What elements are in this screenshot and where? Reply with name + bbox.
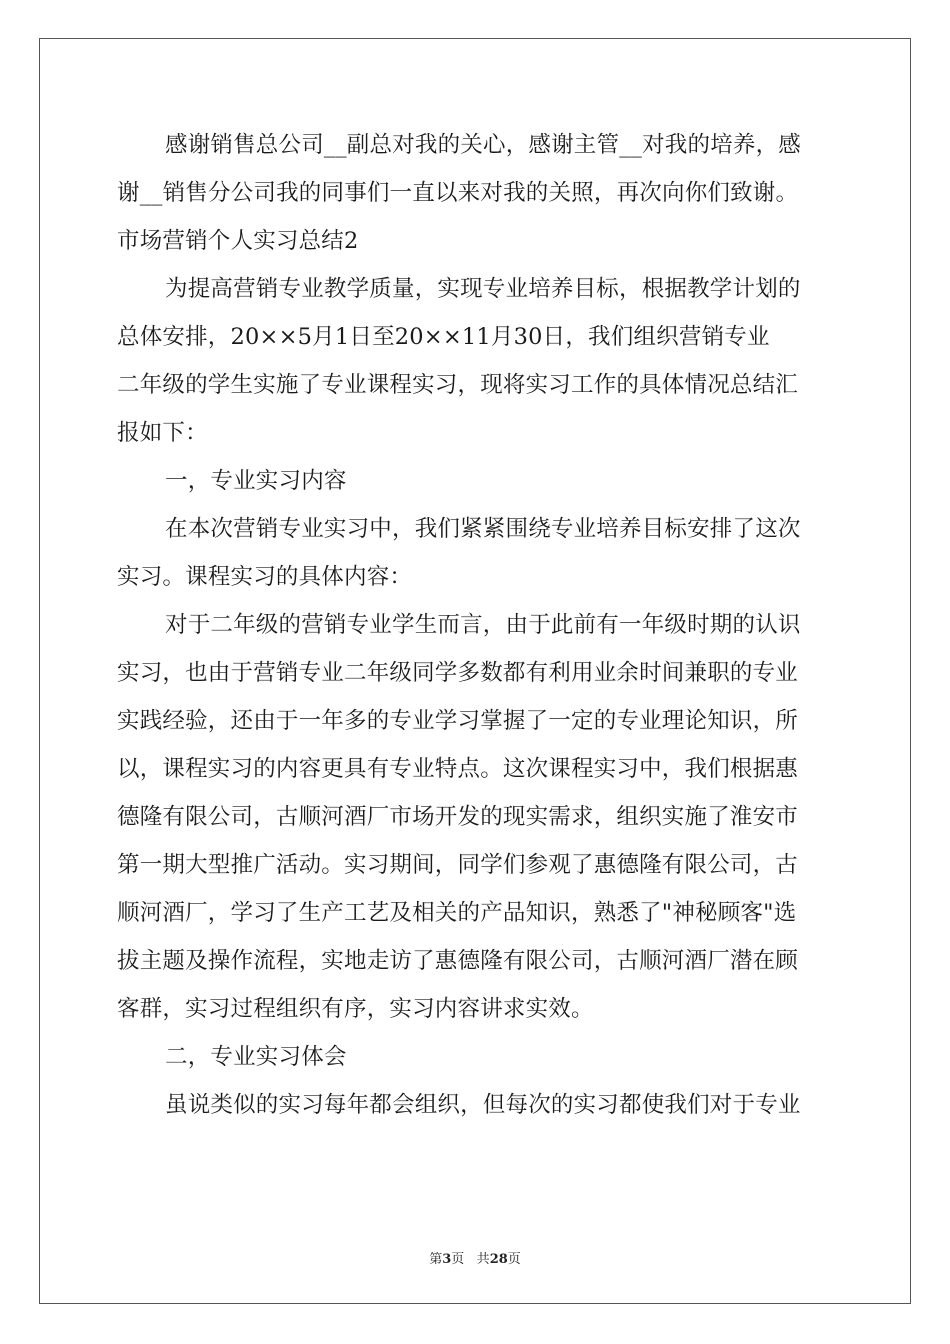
paragraph-line: 总体安排，20××5月1日至20××11月30日，我们组织营销专业 xyxy=(117,324,770,350)
paragraph-line: 顺河酒厂，学习了生产工艺及相关的产品知识，熟悉了"神秘顾客"选 xyxy=(117,900,797,926)
paragraph-line: 实践经验，还由于一年多的专业学习掌握了一定的专业理论知识，所 xyxy=(117,708,799,734)
paragraph-line: 为提高营销专业教学质量，实现专业培养目标，根据教学计划的 xyxy=(165,276,801,302)
paragraph-line: 以，课程实习的内容更具有专业特点。这次课程实习中，我们根据惠 xyxy=(117,756,799,782)
paragraph-line: 报如下： xyxy=(117,420,208,446)
paragraph-line: 二年级的学生实施了专业课程实习，现将实习工作的具体情况总结汇 xyxy=(117,372,799,398)
page-number: 3 xyxy=(442,1252,452,1267)
total-pages: 28 xyxy=(489,1252,508,1267)
paragraph-line: 客群，实习过程组织有序，实习内容讲求实效。 xyxy=(117,996,594,1022)
paragraph-line: 实习。课程实习的具体内容： xyxy=(117,564,413,590)
total-prefix: 共 xyxy=(476,1252,490,1267)
paragraph-line: 实习，也由于营销专业二年级同学多数都有利用业余时间兼职的专业 xyxy=(117,660,799,686)
paragraph-line: 在本次营销专业实习中，我们紧紧围绕专业培养目标安排了这次 xyxy=(165,516,801,542)
page-footer xyxy=(0,1248,950,1267)
paragraph-line: 虽说类似的实习每年都会组织，但每次的实习都使我们对于专业 xyxy=(165,1092,801,1118)
page-suffix: 页 xyxy=(451,1252,465,1267)
paragraph-line: 谢__销售分公司我的同事们一直以来对我的关照，再次向你们致谢。 xyxy=(117,180,799,206)
paragraph-line: 德隆有限公司，古顺河酒厂市场开发的现实需求，组织实施了淮安市 xyxy=(117,804,799,830)
paragraph-line: 第一期大型推广活动。实习期间，同学们参观了惠德隆有限公司，古 xyxy=(117,852,799,878)
subheading: 一，专业实习内容 xyxy=(165,468,347,494)
paragraph-line: 感谢销售总公司__副总对我的关心，感谢主管__对我的培养，感 xyxy=(165,132,802,158)
subheading: 二，专业实习体会 xyxy=(165,1044,347,1070)
section-title: 市场营销个人实习总结2 xyxy=(117,228,359,254)
page-prefix: 第 xyxy=(429,1252,443,1267)
paragraph-line: 拔主题及操作流程，实地走访了惠德隆有限公司，古顺河酒厂潜在顾 xyxy=(117,948,799,974)
total-suffix: 页 xyxy=(507,1252,521,1267)
paragraph-line: 对于二年级的营销专业学生而言，由于此前有一年级时期的认识 xyxy=(165,612,801,638)
